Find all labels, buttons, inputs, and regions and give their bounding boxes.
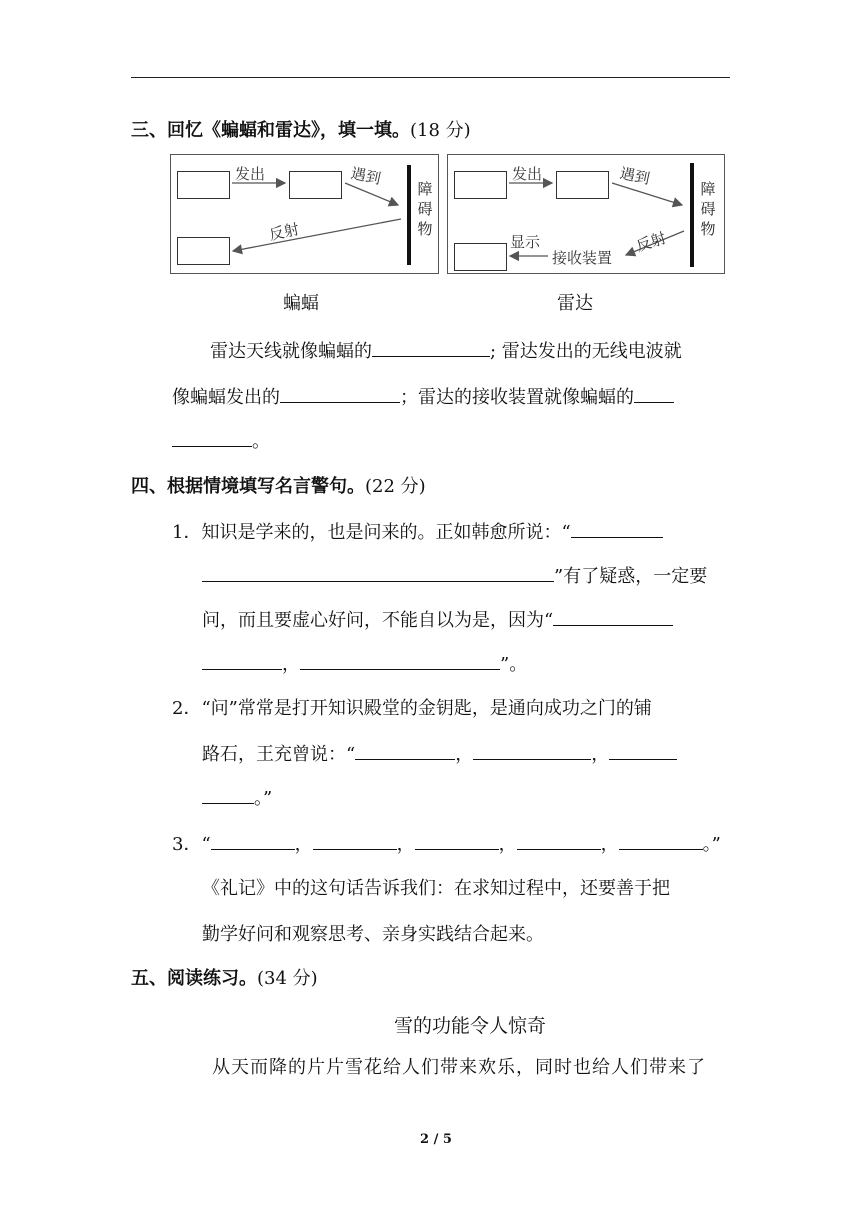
radar-meet-label: 遇到 xyxy=(618,164,652,188)
q1-line-4: ， ”。 xyxy=(202,650,527,676)
q1-line-2: ”有了疑惑，一定要 xyxy=(202,562,707,588)
bat-meet-label: 遇到 xyxy=(349,164,383,188)
bat-diagram xyxy=(170,154,439,274)
section-3-heading xyxy=(131,116,471,142)
section-3-line-3: 。 xyxy=(172,427,270,453)
section-4-points: (22 分) xyxy=(365,476,426,497)
radar-display-label: 显示 xyxy=(510,233,541,251)
bat-send-label: 发出 xyxy=(235,165,266,183)
bat-blank-box-2 xyxy=(289,171,342,199)
bat-caption: 蝙蝠 xyxy=(283,293,319,314)
answer-blank[interactable] xyxy=(202,651,282,670)
q3-line-2: 《礼记》中的这句话告诉我们：在求知过程中，还要善于把 xyxy=(202,878,670,899)
answer-blank[interactable] xyxy=(553,607,673,626)
section-5-points: (34 分) xyxy=(257,968,318,989)
answer-blank[interactable] xyxy=(473,741,591,760)
article-paragraph: 从天而降的片片雪花给人们带来欢乐，同时也给人们带来了 xyxy=(212,1057,706,1078)
bat-reflect-label: 反射 xyxy=(267,220,301,244)
answer-blank[interactable] xyxy=(313,831,397,850)
answer-blank[interactable] xyxy=(202,563,554,582)
radar-caption: 雷达 xyxy=(557,293,593,314)
answer-blank[interactable] xyxy=(609,741,677,760)
q2-number: 2． xyxy=(172,698,202,719)
radar-reflect-label: 反射 xyxy=(634,228,669,256)
answer-blank[interactable] xyxy=(202,785,254,804)
radar-obstacle-label: 障 碍 物 xyxy=(700,180,716,238)
answer-blank[interactable] xyxy=(634,384,674,403)
section-3-line-2: 像蝙蝠发出的 ；雷达的接收装置就像蝙蝠的 xyxy=(172,383,674,409)
radar-blank-box-1 xyxy=(454,171,507,199)
section-3-points: (18 分) xyxy=(410,120,471,141)
radar-obstacle-wall xyxy=(690,163,694,267)
header-rule xyxy=(131,77,730,78)
radar-diagram xyxy=(447,154,725,274)
answer-blank[interactable] xyxy=(571,519,663,538)
q3-line-3: 勤学好问和观察思考、亲身实践结合起来。 xyxy=(202,924,544,945)
q1-line-1: 1．知识是学来的，也是问来的。正如韩愈所说：“ xyxy=(172,518,663,544)
bat-blank-box-3 xyxy=(177,237,230,265)
bat-blank-box-1 xyxy=(177,171,230,199)
section-4-title: 四、根据情境填写名言警句。 xyxy=(131,476,365,497)
q3-number: 3． xyxy=(172,834,202,855)
section-3-title: 三、回忆《蝙蝠和雷达》，填一填。 xyxy=(131,120,410,141)
q3-line-1: 3．“ ， ， ， ， 。” xyxy=(172,830,721,856)
page-number: 2 / 5 xyxy=(420,1132,452,1147)
q2-line-3: 。” xyxy=(202,784,272,810)
radar-blank-box-3 xyxy=(454,243,507,271)
section-5-title: 五、阅读练习。 xyxy=(131,968,257,989)
answer-blank[interactable] xyxy=(300,651,500,670)
answer-blank[interactable] xyxy=(517,831,601,850)
radar-receiver-label: 接收装置 xyxy=(552,249,613,267)
answer-blank[interactable] xyxy=(172,428,252,447)
answer-blank[interactable] xyxy=(619,831,703,850)
q2-line-1: 2．“问”常常是打开知识殿堂的金钥匙，是通向成功之门的铺 xyxy=(172,698,652,719)
answer-blank[interactable] xyxy=(280,384,400,403)
article-title: 雪的功能令人惊奇 xyxy=(394,1015,547,1037)
section-5-heading xyxy=(131,964,318,990)
bat-reflect-arrow xyxy=(233,219,401,251)
radar-send-label: 发出 xyxy=(512,165,543,183)
bat-obstacle-wall xyxy=(407,165,411,265)
answer-blank[interactable] xyxy=(211,831,295,850)
section-3-line-1: 雷达天线就像蝙蝠的 ; 雷达发出的无线电波就 xyxy=(210,337,682,363)
answer-blank[interactable] xyxy=(355,741,455,760)
q1-line-3: 问，而且要虚心好问，不能自以为是，因为“ xyxy=(202,606,673,632)
answer-blank[interactable] xyxy=(372,338,490,357)
section-4-heading xyxy=(131,472,426,498)
q1-number: 1． xyxy=(172,522,202,543)
q2-line-2: 路石，王充曾说：“ ， ， xyxy=(202,740,677,766)
bat-obstacle-label: 障 碍 物 xyxy=(417,180,433,238)
radar-blank-box-2 xyxy=(556,171,609,199)
answer-blank[interactable] xyxy=(415,831,499,850)
